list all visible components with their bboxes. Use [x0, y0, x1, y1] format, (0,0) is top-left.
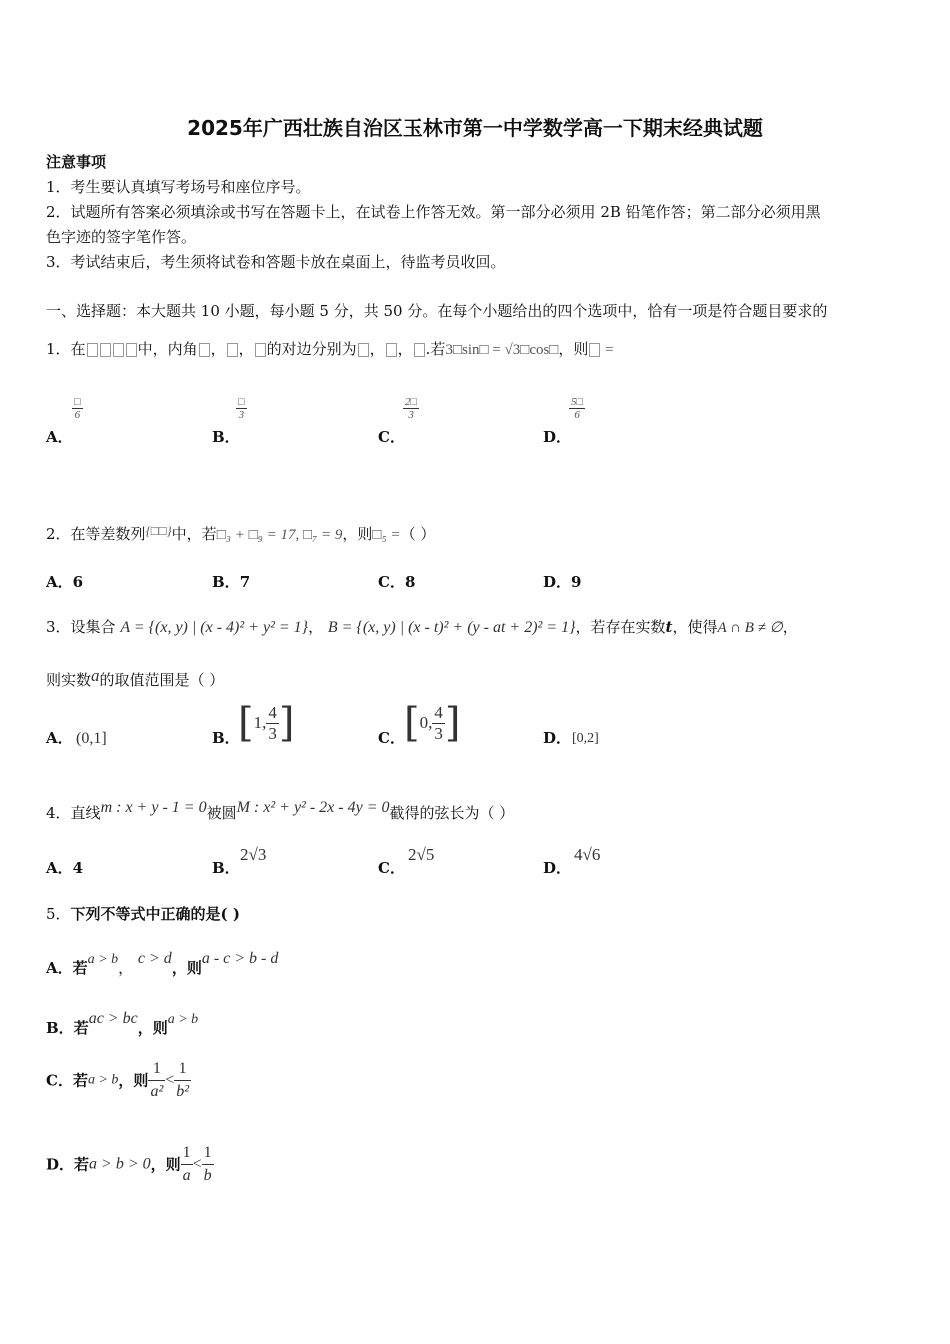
q1-text: 在: [70, 340, 86, 358]
question-2: [46, 520, 435, 546]
q4-text: 直线: [70, 804, 101, 822]
q5-option-b[interactable]: [46, 1008, 198, 1039]
q2-target: □₅ =: [372, 527, 401, 543]
q4-option-a[interactable]: [46, 857, 83, 879]
q4-option-d-value[interactable]: 4√6: [574, 845, 601, 864]
question-3: [46, 616, 798, 639]
interval-left: 1,: [253, 713, 267, 732]
option-math: <: [165, 1071, 175, 1089]
numerator: 2□: [405, 396, 418, 408]
q1-text: =: [601, 342, 614, 358]
q2-equation: □₃ + □₉ = 17, □₇ = 9: [216, 527, 343, 543]
option-label: D．: [543, 573, 572, 591]
q3-option-a-label: A．: [46, 729, 73, 747]
q3-option-d-value[interactable]: [0,2]: [572, 731, 599, 746]
q1-option-d-label: D．: [543, 428, 572, 446]
option-text: ，: [118, 959, 134, 977]
option-math: <: [192, 1155, 202, 1173]
q3-text: ，若存在实数: [575, 618, 666, 636]
option-label: D．: [46, 1155, 75, 1174]
notice-heading: 注意事项: [46, 153, 107, 171]
q3-option-c-value[interactable]: [0, $\frac{4}{3}$ ]: [404, 700, 461, 746]
q1-equation: 3□sin□ = √3□cos□: [445, 342, 559, 358]
q1-option-a-label: A．: [46, 428, 73, 446]
notice-item-3: 3．考试结束后，考生须将试卷和答题卡放在桌面上，待监考员收回。: [46, 253, 506, 271]
section-heading: 一、选择题：本大题共 10 小题，每小题 5 分，共 50 分。在每个小题给出的四个选项中，恰有一项是符合题目要求的: [46, 302, 828, 320]
numerator: 4: [268, 702, 277, 722]
q1-option-d-value[interactable]: [569, 396, 585, 421]
numerator: 5□: [571, 396, 584, 408]
notice-item-2-cont: 色字迹的签字笔作答。: [46, 228, 197, 246]
q3-text: 则实数: [46, 671, 92, 689]
option-text: ，则: [118, 1071, 149, 1090]
question-5: [46, 903, 240, 925]
option-math: c > d: [137, 950, 172, 967]
notice-item-1: 1．考生要认真填写考场号和座位序号。: [46, 178, 311, 196]
option-value: 8: [404, 573, 416, 591]
q1-option-b-value[interactable]: [236, 396, 247, 421]
q4-option-c-label: C．: [378, 859, 405, 877]
q3-text: ，: [782, 618, 798, 636]
option-label: B．: [212, 573, 240, 591]
q4-circle-equation: M : x² + y² - 2x - 4y = 0: [236, 799, 390, 816]
denominator: a: [182, 1167, 191, 1184]
q3-condition: A ∩ B ≠ ∅: [717, 620, 783, 636]
option-label: A．: [46, 859, 73, 877]
question-number: 2．: [46, 525, 71, 543]
q2-text: ，则: [342, 525, 373, 543]
q4-option-d-label: D．: [543, 859, 572, 877]
denominator: 3: [238, 409, 245, 421]
interval-left: 0,: [419, 713, 433, 732]
q3-option-b-label: B．: [212, 729, 240, 747]
option-text: ，则: [171, 959, 202, 977]
numerator: 1: [174, 1058, 191, 1081]
option-text: ，则: [150, 1155, 181, 1174]
q3-set-b: B = {(x, y) | (x - t)² + (y - at + 2)² = 1}: [327, 619, 576, 636]
q4-text: 截得的弦长为（ ）: [389, 804, 515, 822]
option-value: 9: [571, 573, 582, 591]
q2-sequence: {□□}: [145, 523, 172, 538]
option-value: 7: [239, 573, 251, 591]
option-value: 4: [72, 859, 84, 877]
denominator: 3: [434, 723, 443, 743]
question-number: 3．: [46, 618, 71, 636]
option-label: A．: [46, 959, 73, 977]
q2-option-d[interactable]: [543, 571, 581, 593]
denominator: 6: [574, 409, 580, 421]
question-number: 4．: [46, 804, 71, 822]
page-title: 2025年广西壮族自治区玉林市第一中学数学高一下期末经典试题: [187, 116, 763, 140]
question-number: 5．: [46, 905, 71, 923]
numerator: 1: [148, 1058, 165, 1081]
q1-text: .若: [425, 340, 446, 358]
q5-option-a[interactable]: [46, 948, 278, 979]
q3-text: ，: [308, 618, 324, 636]
q3-text: ，使得: [672, 618, 718, 636]
question-3-cont: [46, 665, 224, 691]
numerator: 1: [181, 1142, 193, 1165]
denominator: 3: [408, 409, 414, 421]
question-4: [46, 797, 514, 824]
q4-option-b-value[interactable]: 2√3: [240, 845, 267, 864]
q1-text: ，则: [558, 340, 589, 358]
q5-stem: 下列不等式中正确的是( ): [70, 905, 240, 923]
q3-var-t: t: [665, 618, 673, 636]
q2-text: 中，若: [171, 525, 217, 543]
q3-option-d-label: D．: [543, 729, 572, 747]
option-value: 6: [72, 573, 84, 591]
q2-option-b[interactable]: [212, 571, 250, 593]
q5-option-d[interactable]: [46, 1142, 214, 1187]
denominator: 6: [74, 409, 81, 421]
option-math: a > b > 0: [89, 1155, 151, 1173]
option-text: 若: [74, 1155, 90, 1174]
notice-item-2: 2．试题所有答案必须填涂或书写在答题卡上，在试卷上作答无效。第一部分必须用 2B 铅笔作答；第二部分必须用黑: [46, 203, 821, 221]
q4-option-c-value[interactable]: 2√5: [408, 845, 435, 864]
denominator: 3: [268, 723, 277, 743]
q3-text: 设集合: [70, 618, 116, 636]
option-label: B．: [46, 1019, 74, 1037]
q3-option-b-value[interactable]: [1, $\frac{4}{3}$ ]: [238, 700, 295, 746]
option-math: a > b: [87, 952, 119, 967]
q5-option-c[interactable]: [46, 1058, 191, 1103]
q1-option-c-value[interactable]: [403, 396, 419, 421]
q2-text: （ ）: [400, 525, 436, 543]
q2-option-a[interactable]: [46, 571, 83, 593]
q3-var-a: a: [91, 666, 100, 685]
q4-line-equation: m : x + y - 1 = 0: [100, 799, 207, 816]
question-number: 1．: [46, 340, 71, 358]
q3-option-c-label: C．: [378, 729, 405, 747]
option-text: 若: [73, 1019, 89, 1037]
q2-text: 在等差数列: [70, 525, 146, 543]
denominator: a²: [150, 1083, 164, 1100]
option-label: A．: [46, 573, 73, 591]
option-math: a - c > b - d: [201, 950, 279, 967]
option-math: a > b: [167, 1012, 199, 1027]
q3-set-a: A = {(x, y) | (x - 4)² + y² = 1}: [120, 619, 309, 636]
option-math: ac > bc: [88, 1010, 138, 1027]
denominator: b²: [176, 1083, 190, 1100]
q1-option-c-label: C．: [378, 428, 405, 446]
numerator: □: [74, 396, 81, 408]
option-label: C．: [46, 1071, 73, 1090]
q3-text: 的取值范围是（ ）: [99, 671, 225, 689]
q4-option-b-label: B．: [212, 859, 240, 877]
option-text: 若: [72, 959, 88, 977]
question-1: 1．在 中，内角 ， ， 的对边分别为 ， ， .若3□sin□ = √3□cos□，则 =: [46, 340, 614, 358]
denominator: b: [203, 1167, 212, 1184]
q1-text: 中，内角: [137, 340, 198, 358]
q1-option-a-value[interactable]: [72, 396, 83, 421]
option-math: a > b: [87, 1072, 119, 1088]
numerator: □: [238, 396, 245, 408]
q1-option-b-label: B．: [212, 428, 240, 446]
numerator: 1: [202, 1142, 214, 1165]
q4-text: 被圆: [206, 804, 237, 822]
option-text: ，则: [137, 1019, 168, 1037]
q2-option-c[interactable]: [378, 571, 415, 593]
numerator: 4: [434, 702, 443, 722]
q3-option-a-value[interactable]: (0,1]: [76, 730, 107, 747]
option-text: 若: [72, 1071, 88, 1090]
option-label: C．: [378, 573, 405, 591]
q1-text: 的对边分别为: [266, 340, 357, 358]
